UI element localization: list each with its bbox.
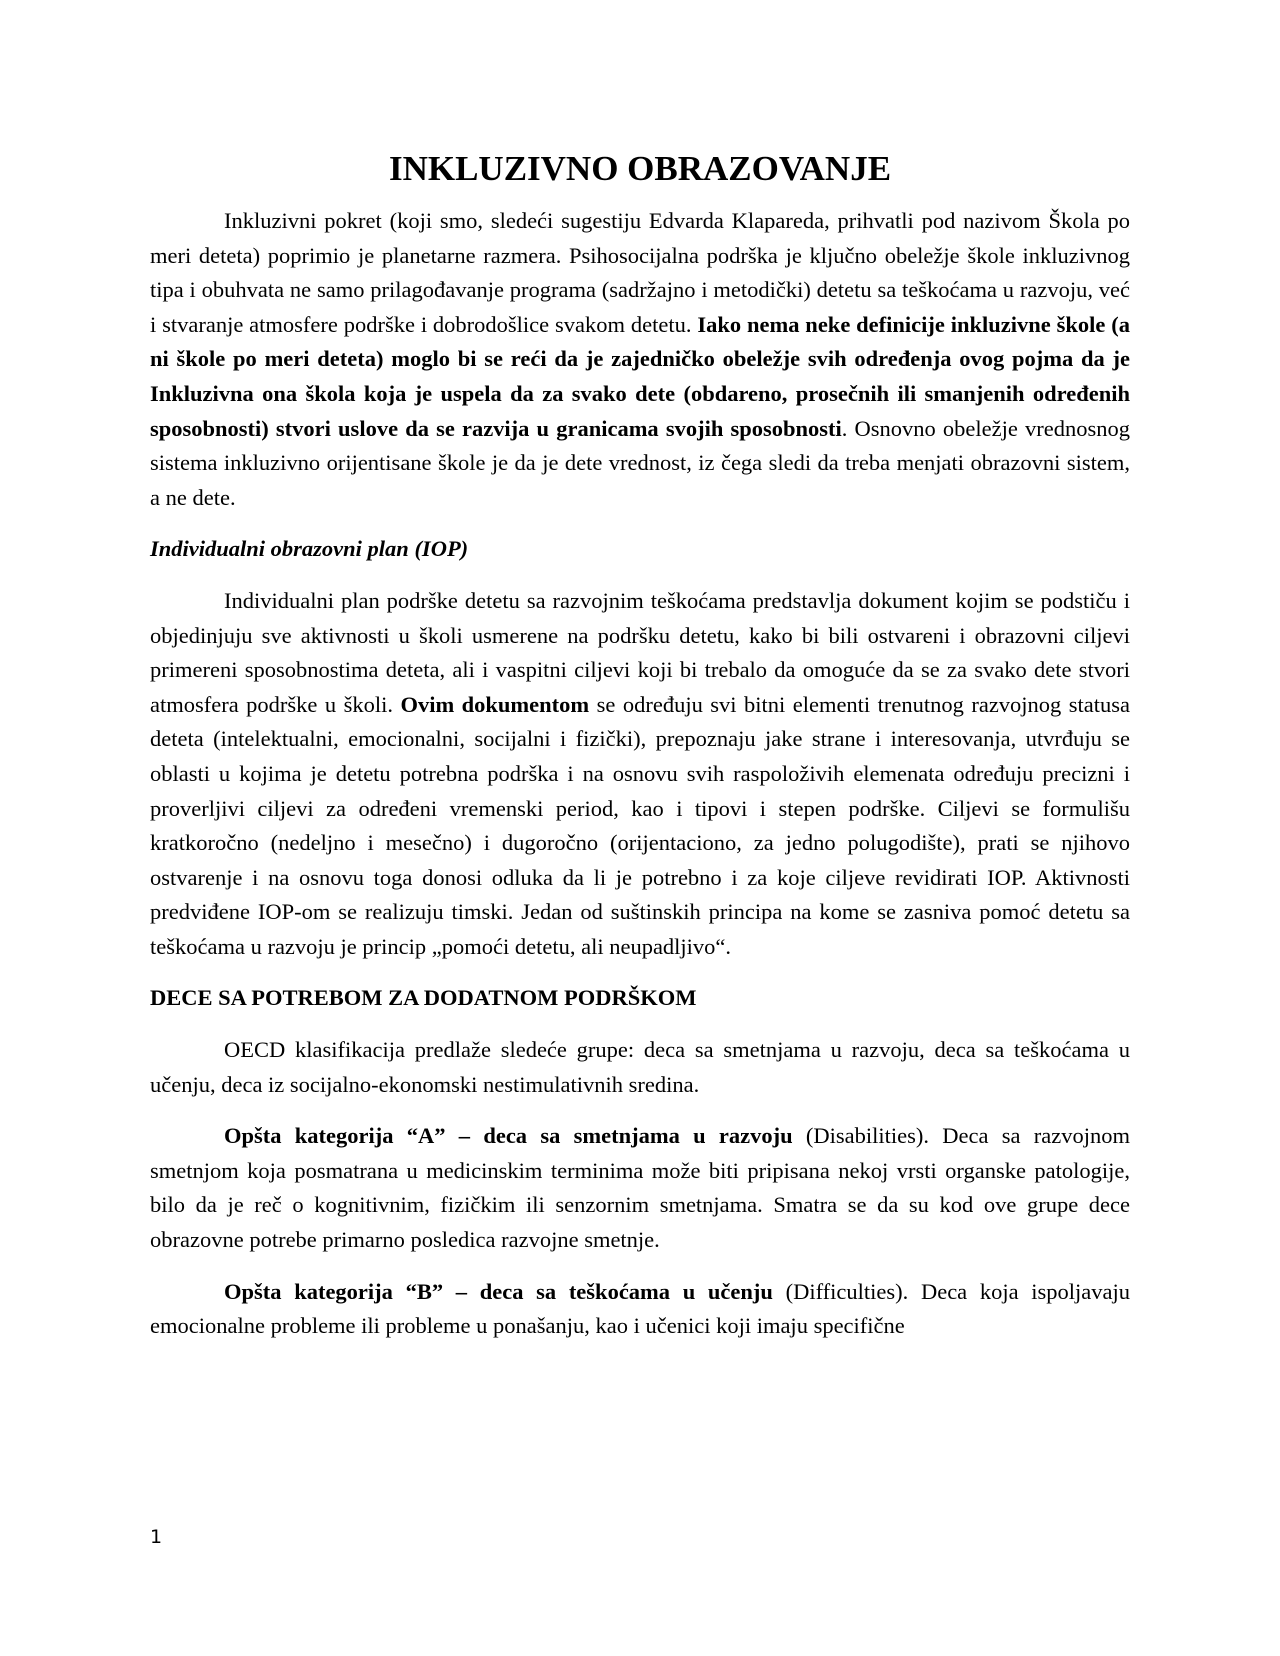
paragraph-oecd: OECD klasifikacija predlaže sledeće grupe: deca sa smetnjama u razvoju, deca sa teškoćama u učenju, deca iz socijalno-ekonomski nestimulativnih sredina. xyxy=(150,1037,1130,1097)
paragraph-iop-text-1: Individualni plan podrške detetu sa razvojnim teškoćama predstavlja dokument kojim se podstiču i objedinjuju sve aktivnosti u školi usmerene na podršku detetu, kako bi bili ostvareni i obrazovni ciljevi primereni sposobnostima deteta, ali i vaspitni ciljevi koji bi trebalo da omoguće da se za svako dete stvori atmosfera podrške u školi. xyxy=(150,587,1130,717)
paragraph-iop-bold: Ovim dokumentom xyxy=(400,691,590,717)
document-page xyxy=(150,148,1130,1344)
paragraph-iop xyxy=(150,584,1130,965)
paragraph-category-b-text: (Difficulties). Deca koja ispoljavaju emocionalne probleme ili probleme u ponašanju, kao i učenici koji imaju specifične xyxy=(150,1278,1130,1339)
paragraph-category-a xyxy=(150,1119,1130,1257)
paragraph-category-b xyxy=(150,1275,1130,1344)
document-title: INKLUZIVNO OBRAZOVANJE xyxy=(388,149,892,188)
page-number: 1 xyxy=(150,1526,163,1548)
heading-iop: Individualni obrazovni plan (IOP) xyxy=(150,536,469,562)
paragraph-iop-text-2: se određuju svi bitni elementi trenutnog razvojnog statusa deteta (intelektualni, emocionalni, socijalni i fizički), prepoznaju jake strane i interesovanja, utvrđuju se oblasti u kojima je detetu potrebna podrška i na osnovu svih raspoloživih elemenata određuju precizni i proverljivi ciljevi za određeni vremenski period, kao i tipovi i stepen podrške. Ciljevi se formulišu kratkoročno (nedeljno i mesečno) i dugoročno (orijentaciono, za jedno polugodište), prati se njihovo ostvarenje i na osnovu toga donosi odluka da li je potrebno i za koje ciljeve revidirati IOP. Aktivnosti predviđene IOP-om se realizuju timski. Jedan od suštinskih principa na kome se zasniva pomoć detetu sa teškoćama u razvoju je princip „pomoći detetu, ali neupadljivo“. xyxy=(150,691,1131,959)
paragraph-intro-bold: Iako nema neke definicije inkluzivne škole (a ni škole po meri deteta) moglo bi se reći da je zajedničko obeležje svih određenja ovog pojma da je Inkluzivna ona škola koja je uspela da za svako dete (obdareno, prosečnih ili smanjenih određenih sposobnosti) stvori uslove da se razvija u granicama svojih sposobnosti xyxy=(150,311,1130,441)
paragraph-gap xyxy=(150,1258,1130,1275)
paragraph-category-b-bold: Opšta kategorija “B” – deca sa teškoćama u učenju xyxy=(224,1278,773,1304)
paragraph-category-a-text: (Disabilities). Deca sa razvojnom smetnjom koja posmatrana u medicinskim terminima može biti pripisana nekoj vrsti organske patologije, bilo da je reč o kognitivnim, fizičkim ili senzornim smetnjama. Smatra se da su kod ove grupe dece obrazovne potrebe primarno posledica razvojne smetnje. xyxy=(150,1123,1130,1253)
heading-dece: DECE SA POTREBOM ZA DODATNOM PODRŠKOM xyxy=(150,985,697,1011)
paragraph-gap xyxy=(150,1102,1130,1119)
paragraph-intro xyxy=(150,204,1130,515)
paragraph-intro-text-1: Inkluzivni pokret (koji smo, sledeći sugestiju Edvarda Klapareda, prihvatli pod nazivom Škola po meri deteta) poprimio je planetarne razmera. Psihosocijalna podrška je ključno obeležje škole inkluzivnog tipa i obuhvata ne samo prilagođavanje programa (sadržajno i metodički) detetu sa teškoćama u razvoju, već i stvaranje atmosfere podrške i dobrodošlice svakom detetu. xyxy=(150,208,1130,337)
paragraph-category-a-bold: Opšta kategorija “A” – deca sa smetnjama u razvoju xyxy=(224,1123,793,1149)
paragraph-intro-text-2: . Osnovno obeležje vrednosnog sistema inkluzivno orijentisane škole je da je dete vrednost, iz čega sledi da treba menjati obrazovni sistem, a ne dete. xyxy=(150,415,1130,510)
